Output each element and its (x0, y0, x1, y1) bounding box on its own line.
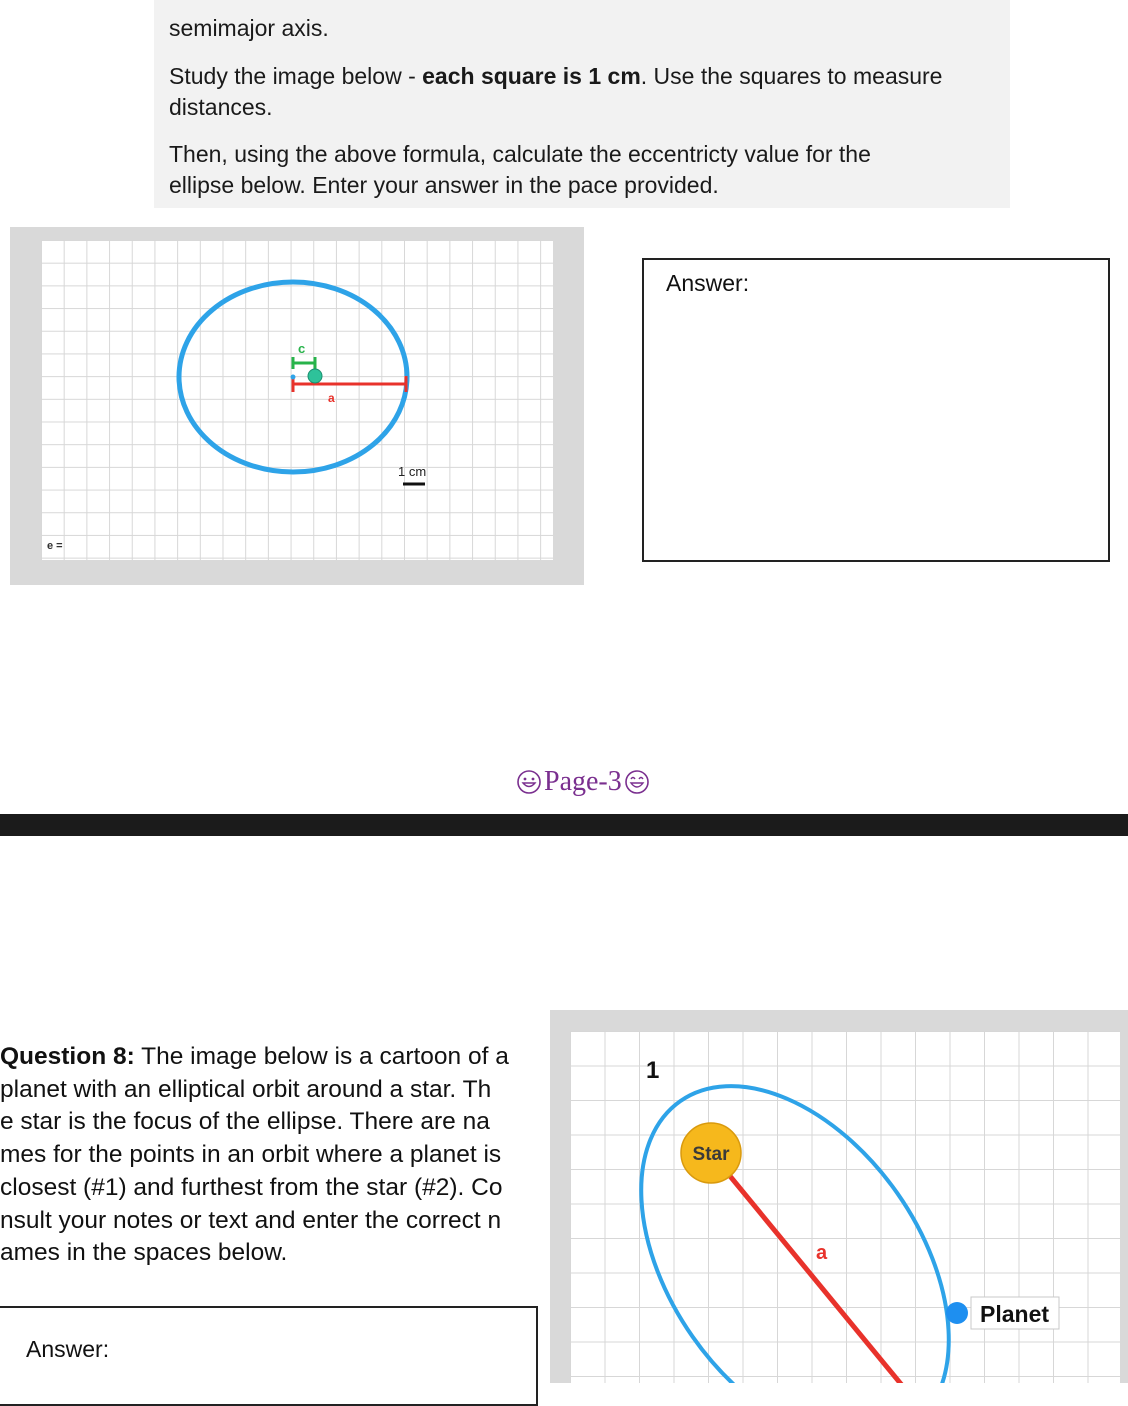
axis-a-label: a (816, 1242, 828, 1264)
answer-label-1: Answer: (666, 270, 750, 296)
center-point (291, 375, 296, 380)
e-equals-label: e = (47, 540, 63, 552)
instruction-study-bold: each square is 1 cm (422, 63, 641, 89)
page-number-text: Page-3 (544, 766, 622, 797)
orbit-diagram (550, 1010, 1128, 1383)
question-8-text (0, 1041, 540, 1270)
instruction-partial-line: semimajor axis. (169, 15, 329, 41)
question-8-line-6: nsult your notes or text and enter the correct n (0, 1206, 502, 1234)
planet-dot (946, 1302, 968, 1324)
grin-icon (624, 769, 650, 795)
instruction-then: Then, using the above formula, calculate the eccentricty value for the ellipse below. Enter your answer in the pace provided. (169, 141, 871, 198)
scale-label: 1 cm (398, 464, 427, 479)
ellipse-diagram (10, 227, 584, 585)
instruction-study (169, 61, 999, 123)
question-8-title: Question 8: (0, 1043, 135, 1070)
orbit-path (578, 1029, 1012, 1383)
ellipse-figure (10, 227, 584, 585)
label-a: a (328, 391, 335, 405)
planet-label: Planet (980, 1301, 1050, 1327)
page-divider (0, 814, 1128, 836)
smiley-icon (516, 769, 542, 795)
instruction-study-prefix: Study the image below - (169, 63, 423, 89)
question-8-line-1 (0, 1041, 540, 1074)
star-label: Star (692, 1144, 730, 1165)
instructions-panel (154, 0, 1010, 208)
question-8-line-2: planet with an elliptical orbit around a star. Th (0, 1075, 492, 1103)
question-8-line-7: ames in the spaces below. (0, 1239, 288, 1267)
page-number-label (516, 764, 650, 800)
answer-label-2: Answer: (26, 1336, 110, 1362)
point-1-label: 1 (646, 1057, 660, 1084)
question-8-line-3: e star is the focus of the ellipse. There are na (0, 1108, 490, 1136)
question-8-line-5: closest (#1) and furthest from the star (#2). Co (0, 1173, 503, 1201)
question-8-line-1-text: The image below is a cartoon of a (134, 1043, 509, 1070)
semimajor-axis-red (711, 1153, 910, 1383)
answer-box-eccentricity[interactable] (642, 258, 1110, 562)
orbit-figure (550, 1010, 1128, 1383)
answer-box-orbit-points[interactable] (0, 1306, 538, 1406)
instruction-study-suffix: . Use the squares to measure distances. (169, 63, 943, 120)
question-8-line-4: mes for the points in an orbit where a planet is (0, 1141, 502, 1169)
focus-point (308, 369, 322, 383)
label-c: c (298, 341, 306, 356)
